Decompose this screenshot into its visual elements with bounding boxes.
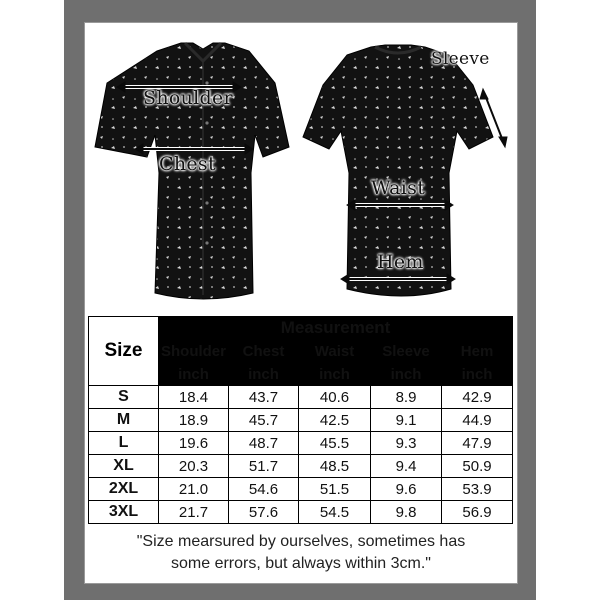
unit-label: inch bbox=[442, 363, 513, 386]
size-cell: XL bbox=[89, 455, 159, 478]
size-table bbox=[88, 316, 513, 524]
table-row bbox=[89, 432, 513, 455]
value-cell: 9.3 bbox=[371, 432, 442, 455]
size-chart-panel bbox=[84, 22, 518, 584]
value-cell: 21.7 bbox=[159, 501, 229, 524]
unit-label: inch bbox=[371, 363, 442, 386]
size-cell: M bbox=[89, 409, 159, 432]
value-cell: 57.6 bbox=[229, 501, 299, 524]
value-cell: 21.0 bbox=[159, 478, 229, 501]
size-cell: 2XL bbox=[89, 478, 159, 501]
value-cell: 51.7 bbox=[229, 455, 299, 478]
value-cell: 53.9 bbox=[442, 478, 513, 501]
measurement-header: Measurement bbox=[159, 317, 513, 340]
value-cell: 56.9 bbox=[442, 501, 513, 524]
col-header: Chest bbox=[229, 340, 299, 363]
value-cell: 9.6 bbox=[371, 478, 442, 501]
unit-label: inch bbox=[159, 363, 229, 386]
value-cell: 45.5 bbox=[299, 432, 371, 455]
value-cell: 19.6 bbox=[159, 432, 229, 455]
value-cell: 48.5 bbox=[299, 455, 371, 478]
col-header: Sleeve bbox=[371, 340, 442, 363]
value-cell: 9.4 bbox=[371, 455, 442, 478]
value-cell: 40.6 bbox=[299, 386, 371, 409]
waist-label: Waist bbox=[371, 177, 426, 199]
value-cell: 51.5 bbox=[299, 478, 371, 501]
value-cell: 54.5 bbox=[299, 501, 371, 524]
unit-label: inch bbox=[299, 363, 371, 386]
value-cell: 42.9 bbox=[442, 386, 513, 409]
value-cell: 20.3 bbox=[159, 455, 229, 478]
table-row bbox=[89, 409, 513, 432]
hem-label: Hem bbox=[377, 251, 424, 273]
value-cell: 45.7 bbox=[229, 409, 299, 432]
value-cell: 8.9 bbox=[371, 386, 442, 409]
table-row bbox=[89, 478, 513, 501]
value-cell: 9.8 bbox=[371, 501, 442, 524]
value-cell: 48.7 bbox=[229, 432, 299, 455]
value-cell: 44.9 bbox=[442, 409, 513, 432]
table-row bbox=[89, 501, 513, 524]
sleeve-label: Sleeve bbox=[431, 49, 490, 69]
size-cell: L bbox=[89, 432, 159, 455]
table-header-row bbox=[89, 317, 513, 340]
size-cell: S bbox=[89, 386, 159, 409]
col-header: Waist bbox=[299, 340, 371, 363]
value-cell: 9.1 bbox=[371, 409, 442, 432]
col-header: Hem bbox=[442, 340, 513, 363]
value-cell: 50.9 bbox=[442, 455, 513, 478]
disclaimer-line-1: "Size mearsured by ourselves, sometimes has bbox=[136, 533, 466, 550]
shoulder-label: Shoulder bbox=[143, 87, 233, 109]
value-cell: 42.5 bbox=[299, 409, 371, 432]
table-row bbox=[89, 455, 513, 478]
size-disclaimer bbox=[85, 531, 517, 575]
unit-label: inch bbox=[229, 363, 299, 386]
size-header: Size bbox=[89, 317, 159, 386]
value-cell: 54.6 bbox=[229, 478, 299, 501]
chest-label: Chest bbox=[159, 153, 216, 175]
disclaimer-line-2: some errors, but always within 3cm." bbox=[171, 555, 431, 572]
value-cell: 18.9 bbox=[159, 409, 229, 432]
value-cell: 43.7 bbox=[229, 386, 299, 409]
size-cell: 3XL bbox=[89, 501, 159, 524]
table-row bbox=[89, 386, 513, 409]
value-cell: 47.9 bbox=[442, 432, 513, 455]
col-header: Shoulder bbox=[159, 340, 229, 363]
value-cell: 18.4 bbox=[159, 386, 229, 409]
